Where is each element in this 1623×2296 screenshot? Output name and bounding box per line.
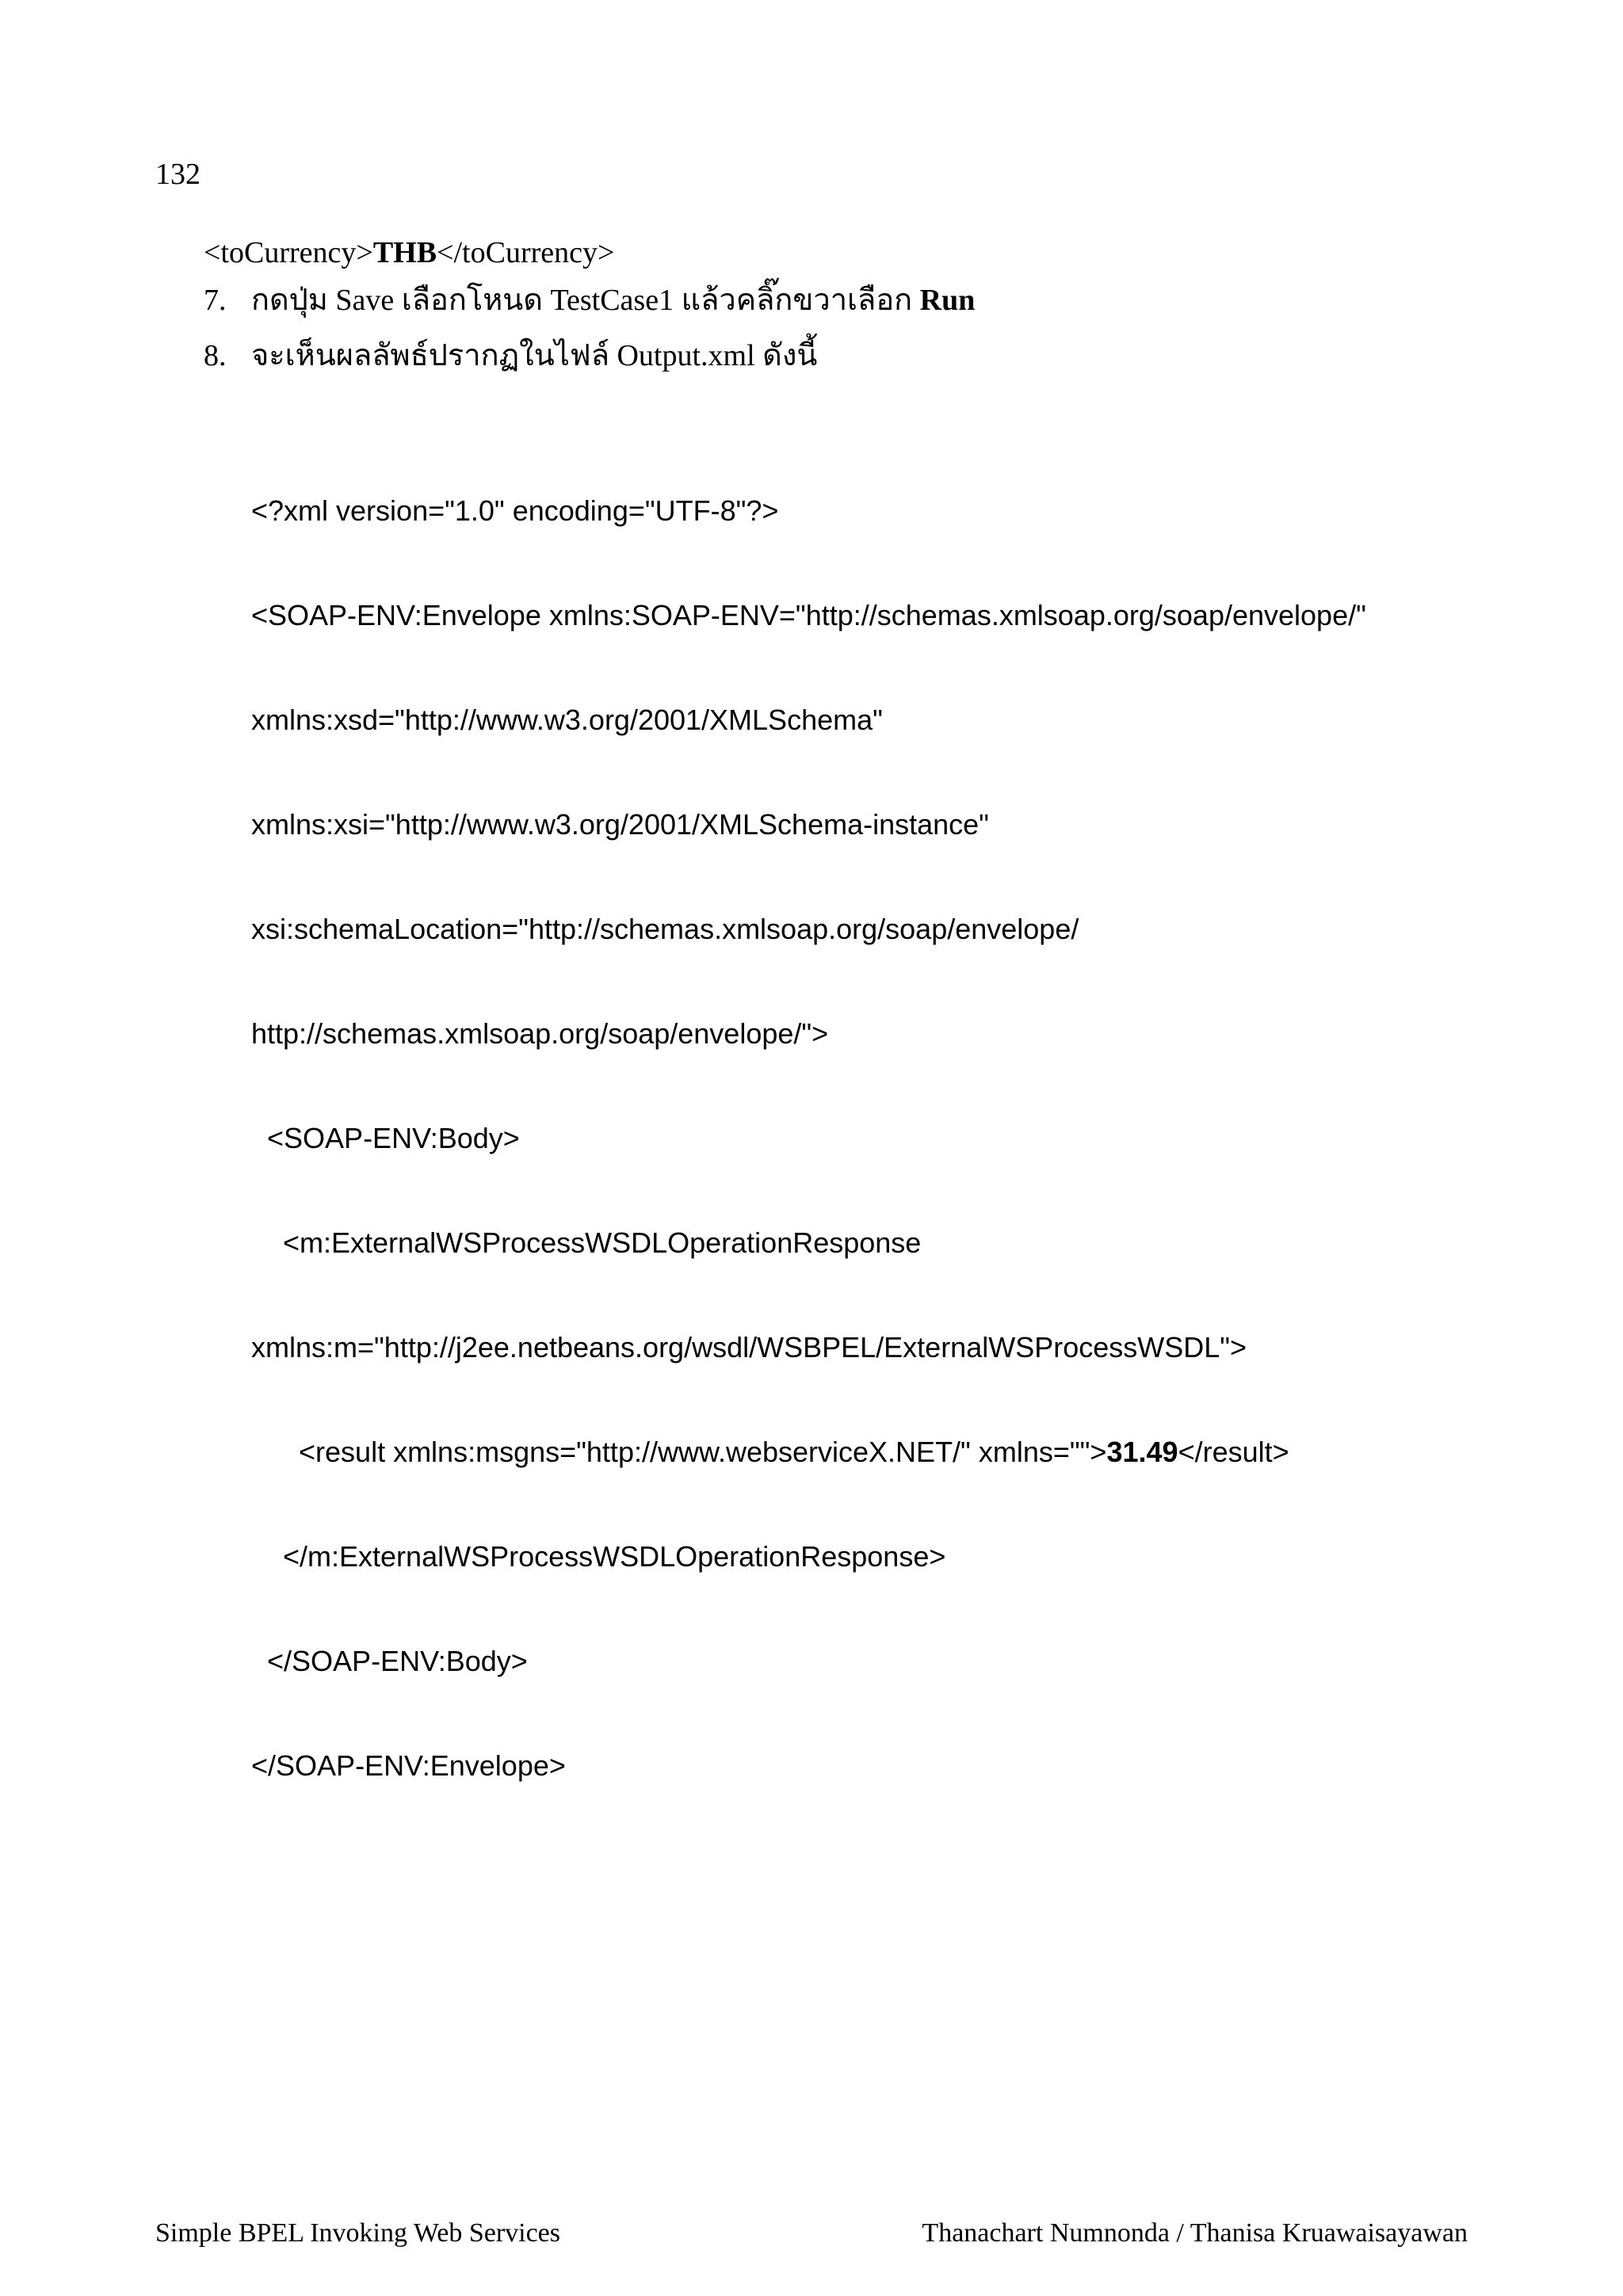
code-line: </SOAP-ENV:Envelope> <box>251 1749 566 1782</box>
result-value: 31.49 <box>1106 1436 1178 1468</box>
step-number: 8. <box>204 339 227 372</box>
code-line: <SOAP-ENV:Envelope xmlns:SOAP-ENV="http://schemas.xmlsoap.org/soap/envelope/" <box>251 599 1366 631</box>
step-bold-text: Run <box>919 284 976 317</box>
code-line: <SOAP-ENV:Body> <box>251 1122 520 1154</box>
result-open-tag: <result xmlns:msgns="http://www.webserviceX.NET/" xmlns=""> <box>251 1436 1107 1468</box>
tocurrency-close-tag: </toCurrency> <box>437 236 615 269</box>
code-line: xsi:schemaLocation="http://schemas.xmlsoap.org/soap/envelope/ <box>251 913 1079 945</box>
code-line: xmlns:xsd="http://www.w3.org/2001/XMLSchema" <box>251 704 883 736</box>
tocurrency-value: THB <box>372 236 437 269</box>
step-number: 7. <box>204 284 227 317</box>
code-line: <m:ExternalWSProcessWSDLOperationResponse <box>251 1226 922 1259</box>
tocurrency-line <box>204 234 614 272</box>
footer-title: Simple BPEL Invoking Web Services <box>155 2218 560 2248</box>
code-line: <?xml version="1.0" encoding="UTF-8"?> <box>251 494 779 527</box>
code-line: </SOAP-ENV:Body> <box>251 1645 528 1677</box>
code-line: xmlns:m="http://j2ee.netbeans.org/wsdl/WSBPEL/ExternalWSProcessWSDL"> <box>251 1331 1247 1363</box>
code-line: xmlns:xsi="http://www.w3.org/2001/XMLSchema-instance" <box>251 808 989 841</box>
code-line-result <box>251 1435 1366 1470</box>
step-text: กดปุ่ม Save เลือกโหนด TestCase1 แล้วคลิ๊กขวาเลือก <box>251 284 920 317</box>
step-7 <box>204 281 975 319</box>
tocurrency-open-tag: <toCurrency> <box>204 236 373 269</box>
result-close-tag: </result> <box>1178 1436 1289 1468</box>
footer-authors: Thanachart Numnonda / Thanisa Kruawaisayawan <box>922 2218 1468 2248</box>
step-8 <box>204 337 817 375</box>
code-line: http://schemas.xmlsoap.org/soap/envelope/"> <box>251 1017 829 1050</box>
code-line: </m:ExternalWSProcessWSDLOperationResponse> <box>251 1540 946 1573</box>
xml-output-code-block <box>251 424 1366 1818</box>
page-number: 132 <box>155 158 200 191</box>
step-text: จะเห็นผลลัพธ์ปรากฏในไฟล์ Output.xml ดังนี้ <box>251 339 818 372</box>
